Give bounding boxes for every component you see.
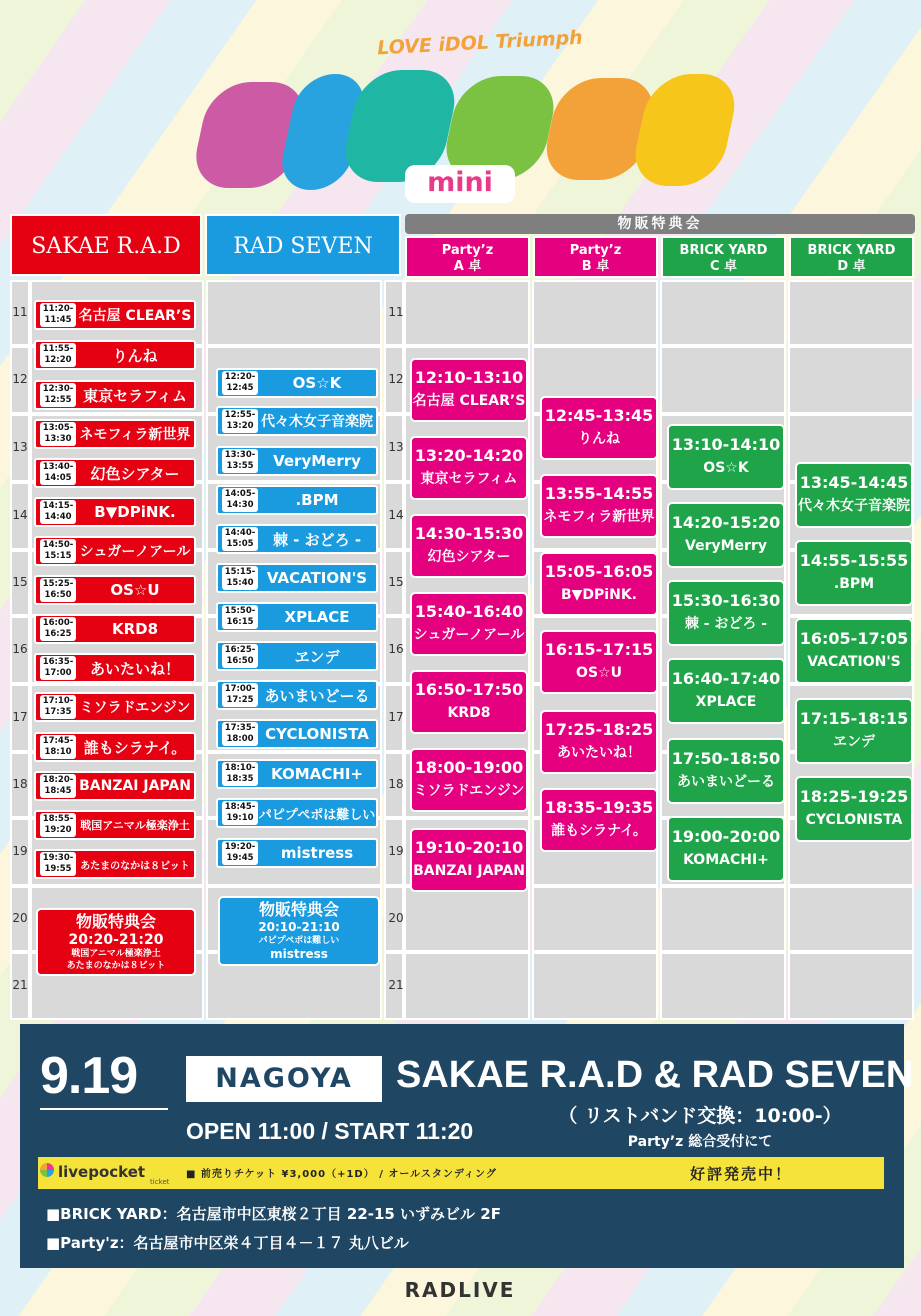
grid-cell	[660, 886, 786, 952]
slot-time: 16:35-17:00	[40, 656, 76, 680]
performance-slot	[216, 680, 378, 710]
slot-artist: KRD8	[111, 620, 159, 638]
grid-cell	[404, 952, 530, 1020]
performance-slot	[34, 536, 196, 566]
slot-time: 14:05-14:30	[222, 488, 258, 512]
merch-slot	[795, 698, 913, 764]
merch-slot	[667, 424, 785, 490]
hour-label: 12	[388, 372, 404, 386]
merch-time: 14:20-15:20	[671, 513, 781, 532]
merch-artist: VACATION'S	[807, 654, 901, 670]
event-venues: SAKAE R.A.D & RAD SEVEN	[396, 1054, 914, 1096]
merch-slot	[410, 828, 528, 892]
merch-time: 18:00-19:00	[414, 758, 524, 777]
merch-artist: ヱンデ	[833, 734, 875, 750]
hour-label: 15	[12, 575, 28, 589]
hour-label: 19	[12, 844, 28, 858]
merch-artist: りんね	[578, 431, 620, 447]
slot-time: 13:40-14:05	[40, 461, 76, 485]
merch-time: 17:25-18:25	[544, 720, 654, 739]
merch-artist: KOMACHI+	[683, 852, 769, 868]
grid-cell	[206, 280, 382, 346]
merch-artist: CYCLONISTA	[805, 812, 903, 828]
grid-cell	[660, 952, 786, 1020]
slot-time: 13:30-13:55	[222, 449, 258, 473]
hour-label: 17	[388, 710, 404, 724]
slot-artist: りんね	[112, 346, 158, 365]
merch-artist: OS☆U	[576, 665, 622, 681]
hour-label: 13	[388, 440, 404, 454]
merch-slot	[795, 618, 913, 684]
hour-label: 21	[12, 978, 28, 992]
merch-slot	[540, 710, 658, 774]
grid-cell	[788, 886, 914, 952]
sakae-after-merch: 物販特典会 20:20-21:20 戦国アニマル極楽浄土 あたまのなかは８ビット	[36, 908, 196, 976]
wristband-exchange: （ リストバンド交換：10:00-）	[558, 1105, 842, 1127]
hour-label: 18	[12, 777, 28, 791]
merch-artist: 代々木女子音楽院	[798, 498, 910, 514]
slot-artist: パピプペポは難しい	[258, 807, 376, 823]
merch-time: 17:15-18:15	[799, 709, 909, 728]
performance-slot	[216, 406, 378, 436]
performance-slot	[34, 419, 196, 449]
grid-cell	[404, 280, 530, 346]
performance-slot	[34, 614, 196, 644]
merch-slot	[667, 580, 785, 646]
merch-slot	[667, 738, 785, 804]
slot-artist: 名古屋 CLEAR’S	[78, 308, 192, 324]
merch-slot	[410, 436, 528, 500]
performance-slot	[216, 641, 378, 671]
merch-artist: あいまいどーる	[677, 774, 775, 790]
performance-slot	[34, 575, 196, 605]
booth-header-c: BRICK YARD C 卓	[661, 236, 786, 278]
address-partyz: ■Party'z：名古屋市中区栄４丁目４－１７ 丸八ビル	[46, 1234, 409, 1252]
stage-header-sakae: SAKAE R.A.D	[10, 214, 202, 276]
merch-slot	[410, 358, 528, 422]
merch-artist: あいたいね！	[557, 745, 641, 761]
merch-artist: 東京セラフィム	[420, 471, 518, 487]
slot-time: 14:40-15:05	[222, 527, 258, 551]
hour-label: 13	[12, 440, 28, 454]
performance-slot	[216, 446, 378, 476]
slot-time: 16:00-16:25	[40, 617, 76, 641]
merch-slot	[540, 630, 658, 694]
merch-artist: .BPM	[833, 576, 875, 592]
merch-slot	[667, 658, 785, 724]
slot-artist: あたまのなかは８ビット	[80, 860, 190, 872]
merch-time: 19:00-20:00	[671, 827, 781, 846]
address-brick-yard: ■BRICK YARD：名古屋市中区東桜２丁目 22-15 いずみビル 2F	[46, 1205, 501, 1223]
performance-slot	[216, 524, 378, 554]
hour-label: 11	[388, 305, 404, 319]
slot-artist: ヱンデ	[294, 647, 340, 666]
event-tagline: LOVE iDOL Triumph	[376, 26, 584, 60]
logo-mini-text: mini	[405, 165, 515, 203]
merch-slot	[410, 514, 528, 578]
merch-artist: KRD8	[447, 705, 491, 721]
slot-time: 12:30-12:55	[40, 383, 76, 407]
merch-time: 13:55-14:55	[544, 484, 654, 503]
performance-slot	[34, 458, 196, 488]
slot-time: 17:45-18:10	[40, 735, 76, 759]
performance-slot	[216, 368, 378, 398]
slot-time: 15:15-15:40	[222, 566, 258, 590]
merch-time: 18:25-19:25	[799, 787, 909, 806]
hour-label: 20	[12, 911, 28, 925]
ticket-status: 好評発売中！	[690, 1165, 793, 1183]
hour-label: 18	[388, 777, 404, 791]
merch-time: 15:30-16:30	[671, 591, 781, 610]
merch-time: 14:30-15:30	[414, 524, 524, 543]
slot-artist: 戦国アニマル極楽浄土	[80, 819, 190, 832]
slot-artist: KOMACHI+	[271, 765, 363, 783]
slot-time: 18:10-18:35	[222, 762, 258, 786]
performance-slot	[34, 497, 196, 527]
hour-label: 21	[388, 978, 404, 992]
hour-label: 11	[12, 305, 28, 319]
performance-slot	[216, 602, 378, 632]
merch-artist: VeryMerry	[685, 538, 767, 554]
merch-artist: 名古屋 CLEAR’S	[412, 393, 526, 409]
performance-slot	[34, 810, 196, 840]
slot-artist: VACATION'S	[266, 569, 368, 587]
reception-note: Party’z 総合受付にて	[627, 1134, 773, 1150]
merch-slot	[795, 776, 913, 842]
performance-slot	[34, 692, 196, 722]
slot-artist: XPLACE	[284, 608, 350, 626]
performance-slot	[216, 838, 378, 868]
livepocket-sub: ticket	[150, 1178, 170, 1186]
open-start-time: OPEN 11:00 / START 11:20	[186, 1118, 474, 1144]
merch-artist: B▼DPiNK.	[560, 587, 637, 603]
performance-slot	[34, 380, 196, 410]
merch-artist: 幻色シアター	[427, 549, 511, 565]
slot-artist: 東京セラフィム	[83, 386, 187, 405]
slot-time: 14:15-14:40	[40, 500, 76, 524]
merch-slot	[540, 396, 658, 460]
hour-label: 20	[388, 911, 404, 925]
performance-slot	[216, 719, 378, 749]
hour-label: 16	[12, 642, 28, 656]
slot-time: 17:10-17:35	[40, 695, 76, 719]
hour-label: 17	[12, 710, 28, 724]
merch-slot	[667, 502, 785, 568]
event-city: NAGOYA	[186, 1056, 382, 1102]
hour-label: 19	[388, 844, 404, 858]
slot-time: 12:20-12:45	[222, 371, 258, 395]
merch-time: 16:05-17:05	[799, 629, 909, 648]
merch-slot	[410, 748, 528, 812]
merch-artist: シュガーノアール	[413, 627, 525, 643]
slot-time: 19:30-19:55	[40, 852, 76, 876]
performance-slot	[34, 849, 196, 879]
merch-slot	[410, 670, 528, 734]
performance-slot	[34, 771, 196, 801]
slot-artist: あいたいね！	[89, 659, 180, 678]
merch-time: 13:45-14:45	[799, 473, 909, 492]
grid-cell	[532, 952, 658, 1020]
ticket-info: ■ 前売りチケット ¥3,000（+1D） / オールスタンディング	[186, 1169, 497, 1180]
hour-label: 14	[388, 508, 404, 522]
merch-header: 物販特典会	[405, 214, 915, 234]
grid-cell	[532, 886, 658, 952]
grid-cell	[788, 280, 914, 346]
slot-artist: OS☆U	[110, 581, 160, 599]
livepocket-icon	[40, 1163, 54, 1177]
slot-artist: mistress	[280, 844, 354, 862]
slot-time: 15:50-16:15	[222, 605, 258, 629]
booth-header-b: Party’z B 卓	[533, 236, 658, 278]
grid-cell	[660, 346, 786, 414]
date-underline	[40, 1108, 168, 1110]
performance-slot	[216, 798, 378, 828]
performance-slot	[34, 300, 196, 330]
hour-label: 15	[388, 575, 404, 589]
merch-artist: BANZAI JAPAN	[413, 863, 525, 879]
merch-time: 18:35-19:35	[544, 798, 654, 817]
slot-artist: VeryMerry	[273, 452, 361, 470]
slot-time: 14:50-15:15	[40, 539, 76, 563]
hour-label: 14	[12, 508, 28, 522]
event-date: 9.19	[40, 1047, 138, 1105]
stage-header-rad-seven: RAD SEVEN	[205, 214, 401, 276]
merch-slot	[540, 788, 658, 852]
slot-time: 19:20-19:45	[222, 841, 258, 865]
booth-header-a: Party’z A 卓	[405, 236, 530, 278]
slot-time: 11:55-12:20	[40, 343, 76, 367]
slot-artist: ネモフィラ新世界	[79, 427, 191, 443]
slot-artist: あいまいどーる	[264, 686, 370, 705]
slot-artist: CYCLONISTA	[265, 725, 369, 743]
merch-artist: ネモフィラ新世界	[543, 509, 655, 525]
merch-time: 15:05-16:05	[544, 562, 654, 581]
merch-time: 12:10-13:10	[414, 368, 524, 387]
slot-time: 17:00-17:25	[222, 683, 258, 707]
merch-time: 19:10-20:10	[414, 838, 524, 857]
merch-artist: ミソラドエンジン	[413, 783, 525, 799]
performance-slot	[34, 732, 196, 762]
slot-time: 18:20-18:45	[40, 774, 76, 798]
slot-artist: 誰もシラナイ。	[83, 738, 187, 757]
performance-slot	[34, 653, 196, 683]
grid-cell	[788, 952, 914, 1020]
merch-artist: 棘 - おどろ -	[684, 616, 768, 632]
slot-artist: 棘 - おどろ -	[272, 530, 362, 549]
grid-cell	[404, 886, 530, 952]
slot-time: 18:55-19:20	[40, 813, 76, 837]
merch-time: 16:15-17:15	[544, 640, 654, 659]
slot-time: 18:45-19:10	[222, 801, 258, 825]
slot-time: 13:05-13:30	[40, 422, 76, 446]
slot-artist: OS☆K	[292, 374, 342, 392]
merch-slot	[667, 816, 785, 882]
hour-label: 16	[388, 642, 404, 656]
merch-time: 13:20-14:20	[414, 446, 524, 465]
merch-artist: XPLACE	[695, 694, 757, 710]
performance-slot	[216, 759, 378, 789]
merch-time: 16:50-17:50	[414, 680, 524, 699]
rad-seven-after-merch: 物販特典会 20:10-21:10 パピプペポは難しい mistress	[218, 896, 380, 966]
slot-time: 17:35-18:00	[222, 722, 258, 746]
merch-time: 12:45-13:45	[544, 406, 654, 425]
slot-artist: ミソラドエンジン	[79, 700, 191, 716]
livepocket-logo: livepocket	[58, 1163, 146, 1181]
slot-artist: B▼DPiNK.	[94, 503, 176, 521]
merch-time: 14:55-15:55	[799, 551, 909, 570]
merch-slot	[540, 474, 658, 538]
merch-time: 15:40-16:40	[414, 602, 524, 621]
hour-label: 12	[12, 372, 28, 386]
slot-time: 11:20-11:45	[40, 303, 76, 327]
merch-time: 17:50-18:50	[671, 749, 781, 768]
slot-time: 12:55-13:20	[222, 409, 258, 433]
slot-artist: BANZAI JAPAN	[79, 778, 191, 794]
slot-artist: 代々木女子音楽院	[261, 414, 373, 430]
performance-slot	[34, 340, 196, 370]
merch-slot	[795, 540, 913, 606]
performance-slot	[216, 563, 378, 593]
merch-slot	[410, 592, 528, 656]
slot-time: 15:25-16:50	[40, 578, 76, 602]
merch-time: 16:40-17:40	[671, 669, 781, 688]
slot-artist: シュガーノアール	[79, 544, 191, 560]
merch-slot	[540, 552, 658, 616]
slot-artist: 幻色シアター	[90, 464, 180, 483]
merch-time: 13:10-14:10	[671, 435, 781, 454]
grid-cell	[532, 280, 658, 346]
radlive-logo: RADLIVE	[404, 1278, 516, 1302]
merch-slot	[795, 462, 913, 528]
booth-header-d: BRICK YARD D 卓	[789, 236, 914, 278]
slot-time: 16:25-16:50	[222, 644, 258, 668]
performance-slot	[216, 485, 378, 515]
merch-artist: 誰もシラナイ。	[551, 823, 647, 839]
slot-artist: .BPM	[295, 491, 339, 509]
grid-cell	[788, 346, 914, 414]
grid-cell	[660, 280, 786, 346]
merch-artist: OS☆K	[703, 460, 749, 476]
